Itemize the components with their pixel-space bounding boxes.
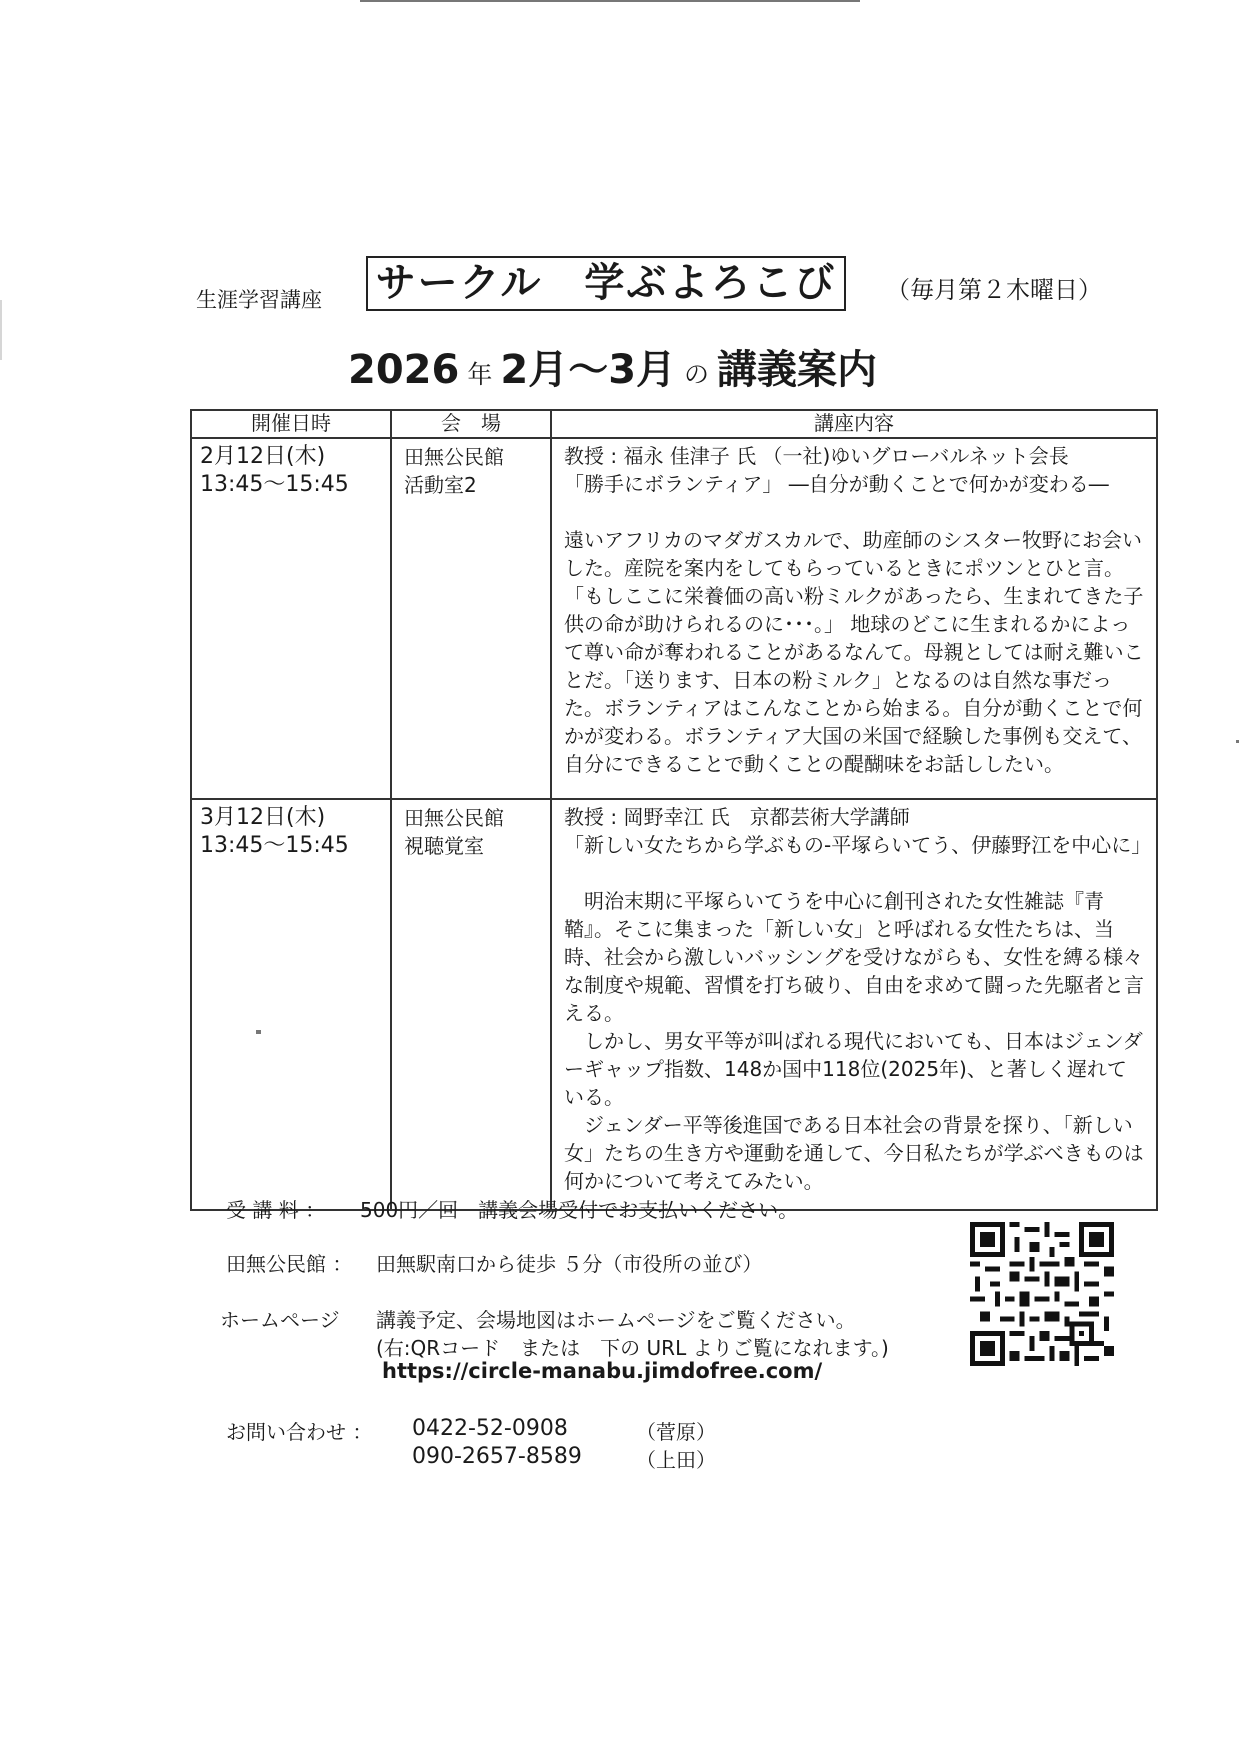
lecture-title: 「新しい女たちから学ぶもの-平塚らいてう、伊藤野江を中心に」: [564, 833, 1152, 857]
contact-name: （上田）: [636, 1448, 716, 1472]
fee-info: [226, 1194, 799, 1223]
title-tilde: ～: [568, 347, 609, 393]
lecture-venue-cell: [391, 799, 551, 1210]
lecture-date: 2月12日(木): [200, 444, 326, 469]
header-venue: 会 場: [391, 410, 551, 438]
title-year-unit: 年: [467, 360, 493, 389]
lecture-content-cell: [551, 799, 1157, 1210]
homepage-line-1: 講義予定、会場地図はホームページをご覧ください。: [376, 1308, 856, 1332]
title-text: 講義案内: [717, 347, 878, 393]
scan-speck: [0, 300, 2, 360]
table-header-row: [191, 410, 1157, 438]
table-row: [191, 799, 1157, 1210]
homepage-info: [220, 1304, 889, 1383]
homepage-label: ホームページ: [220, 1308, 340, 1332]
header-content: 講座内容: [551, 410, 1157, 438]
series-label: 生涯学習講座: [196, 288, 322, 312]
lecture-time: 13:45～15:45: [200, 472, 349, 497]
lecture-description: 遠いアフリカのマダガスカルで、助産師のシスター牧野にお会いした。産院を案内をしてもらっているときにポツンとひと言。「もしここに栄養価の高い粉ミルクがあったら、生まれてきた子供の命が助けられるのに･･･。」 地球のどこに生まれるかによって尊い命が奪われることがあるなんて。母親としては耐え難いことだ。「送ります、日本の粉ミルク」となるのは自然な事だった。ボランティアはこんなことから始まる。自分が動くことで何かが変わる。ボランティア大国の米国で経験した事例も交えて、自分にできることで動くことの醍醐味をお話ししたい。: [564, 528, 1144, 776]
contact-name: （菅原）: [636, 1420, 716, 1444]
scan-speck: [1236, 740, 1239, 743]
lecture-description: 明治末期に平塚らいてうを中心に創刊された女性雑誌『青鞜』。そこに集まった「新しい女」と呼ばれる女性たちは、当時、社会から激しいバッシングを受けながらも、女性を縛る様々な制度や規範、習慣を打ち破り、自由を求めて闘った先駆者と言える。: [564, 889, 1144, 1025]
header-date: 開催日時: [191, 410, 391, 438]
lecture-venue-cell: [391, 438, 551, 799]
lecture-date-cell: [191, 438, 391, 799]
contact-info: [226, 1416, 716, 1472]
lecture-description: しかし、男女平等が叫ばれる現代においても、日本はジェンダーギャップ指数、148か国中118位(2025年)、と著しく遅れている。: [564, 1029, 1143, 1109]
homepage-url-link[interactable]: https://circle-manabu.jimdofree.com/: [382, 1359, 823, 1383]
table-row: [191, 438, 1157, 799]
qr-code-icon[interactable]: [970, 1222, 1114, 1366]
homepage-line-2: (右:QRコード または 下の URL よりご覧になれます。): [376, 1336, 889, 1360]
venue-building: 田無公民館: [404, 445, 504, 469]
circle-name-box: サークル 学ぶよろこび: [366, 256, 846, 311]
fee-value: 500円／回 講義会場受付でお支払いください。: [360, 1198, 799, 1222]
title-year: 2026: [348, 347, 460, 393]
lecture-title: 「勝手にボランティア」 ―自分が動くことで何かが変わる―: [564, 472, 1109, 496]
lecture-description: ジェンダー平等後進国である日本社会の背景を探り、「新しい女」たちの生き方や運動を通して、今日私たちが学ぶべきものは何かについて考えてみたい。: [564, 1113, 1144, 1193]
access-label: 田無公民館 ：: [226, 1252, 353, 1276]
access-value: 田無駅南口から徒歩 ５分（市役所の並び）: [376, 1252, 763, 1276]
contact-label: お問い合わせ ：: [226, 1420, 373, 1444]
header: [196, 256, 1156, 326]
lecture-content-cell: [551, 438, 1157, 799]
title-particle: の: [684, 360, 710, 389]
venue-room: 視聴覚室: [404, 834, 484, 858]
lecture-date-cell: [191, 799, 391, 1210]
contact-phone: 090-2657-8589: [412, 1444, 582, 1469]
access-info: [226, 1248, 763, 1277]
schedule-table: [190, 409, 1158, 1211]
venue-building: 田無公民館: [404, 806, 504, 830]
scan-edge-mark: [360, 0, 860, 2]
title-month-start: 2月: [500, 347, 569, 393]
frequency-note: （毎月第２木曜日）: [886, 276, 1102, 304]
fee-label: 受 講 料 ：: [226, 1198, 326, 1222]
page-title: [348, 338, 877, 395]
lecture-date: 3月12日(木): [200, 805, 326, 830]
venue-room: 活動室2: [404, 473, 477, 497]
lecturer: 教授 : 福永 佳津子 氏 （一社)ゆいグローバルネット会長: [564, 444, 1069, 468]
title-month-end: 3月: [608, 347, 677, 393]
lecturer: 教授 : 岡野幸江 氏 京都芸術大学講師: [564, 805, 910, 829]
contact-phone: 0422-52-0908: [412, 1416, 568, 1441]
lecture-time: 13:45～15:45: [200, 833, 349, 858]
